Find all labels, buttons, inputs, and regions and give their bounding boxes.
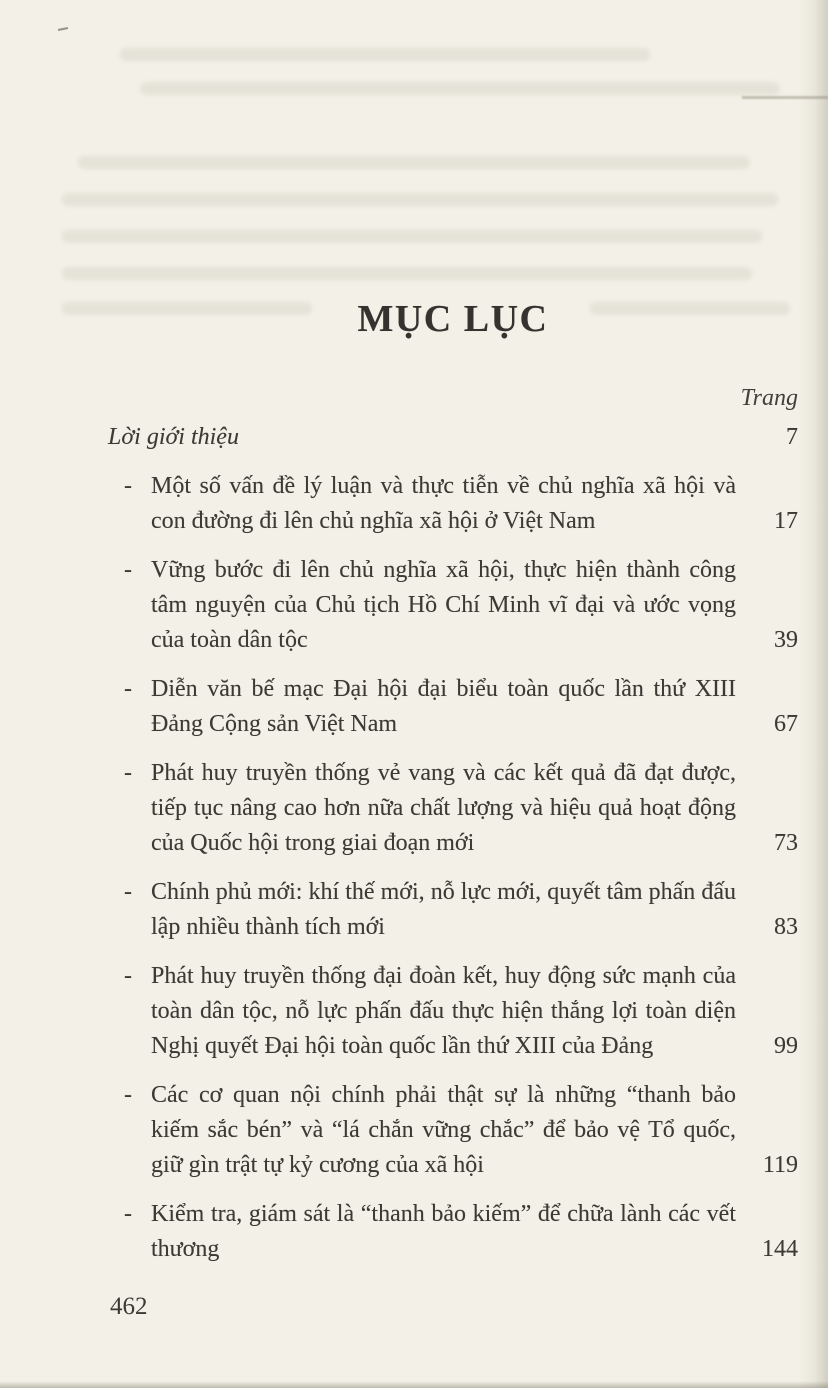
page-title: MỤC LỤC <box>357 298 549 340</box>
table-of-contents <box>108 420 798 1267</box>
dash-bullet: - <box>124 557 132 583</box>
dash-bullet: - <box>124 1201 132 1227</box>
page-edge-line <box>0 1381 828 1388</box>
toc-entry-title: Diễn văn bế mạc Đại hội đại biểu toàn quốc lần thứ XIII Đảng Cộng sản Việt Nam <box>151 676 736 737</box>
toc-entry-title: Kiểm tra, giám sát là “thanh bảo kiếm” để chữa lành các vết thương <box>151 1201 736 1262</box>
toc-entry-title: Phát huy truyền thống vẻ vang và các kết quả đã đạt được, tiếp tục nâng cao hơn nữa chất lượng và hiệu quả hoạt động của Quốc hội trong giai đoạn mới <box>151 760 736 856</box>
toc-entry-title: Một số vấn đề lý luận và thực tiễn về chủ nghĩa xã hội và con đường đi lên chủ nghĩa xã hội ở Việt Nam <box>151 473 736 534</box>
dash-bullet: - <box>124 1082 132 1108</box>
dash-bullet: - <box>124 760 132 786</box>
toc-entry <box>108 672 798 742</box>
dash-bullet: - <box>124 879 132 905</box>
page-column-header: Trang <box>740 385 798 411</box>
toc-entry-page: 67 <box>774 711 798 737</box>
toc-entry <box>108 553 798 658</box>
dash-bullet: - <box>124 473 132 499</box>
toc-entry-page: 83 <box>774 914 798 940</box>
toc-entry <box>108 875 798 945</box>
toc-entry-title: Chính phủ mới: khí thế mới, nỗ lực mới, quyết tâm phấn đấu lập nhiều thành tích mới <box>151 879 736 940</box>
dash-bullet: - <box>124 676 132 702</box>
toc-entry-page: 73 <box>774 830 798 856</box>
toc-entry-page: 144 <box>762 1236 798 1262</box>
toc-intro-page: 7 <box>786 424 798 450</box>
toc-entry-page: 99 <box>774 1033 798 1059</box>
toc-entry <box>108 469 798 539</box>
toc-entry-page: 17 <box>774 508 798 534</box>
toc-intro-label: Lời giới thiệu <box>108 424 239 450</box>
folio-page-number: 462 <box>110 1293 148 1320</box>
toc-entry <box>108 1078 798 1183</box>
toc-entry-title: Phát huy truyền thống đại đoàn kết, huy động sức mạnh của toàn dân tộc, nỗ lực phấn đấu thực hiện thắng lợi toàn diện Nghị quyết Đại hội toàn quốc lần thứ XIII của Đảng <box>151 963 736 1059</box>
toc-entry-page: 39 <box>774 627 798 653</box>
dash-bullet: - <box>124 963 132 989</box>
toc-entry <box>108 756 798 861</box>
toc-intro-row <box>108 420 798 455</box>
toc-entry-title: Các cơ quan nội chính phải thật sự là những “thanh bảo kiếm sắc bén” và “lá chắn vững chắc” để bảo vệ Tổ quốc, giữ gìn trật tự kỷ cương của xã hội <box>151 1082 736 1178</box>
toc-entry <box>108 959 798 1064</box>
toc-entry-title: Vững bước đi lên chủ nghĩa xã hội, thực hiện thành công tâm nguyện của Chủ tịch Hồ Chí Minh vĩ đại và ước vọng của toàn dân tộc <box>151 557 736 653</box>
toc-entry-page: 119 <box>762 1152 798 1178</box>
toc-entry <box>108 1197 798 1267</box>
